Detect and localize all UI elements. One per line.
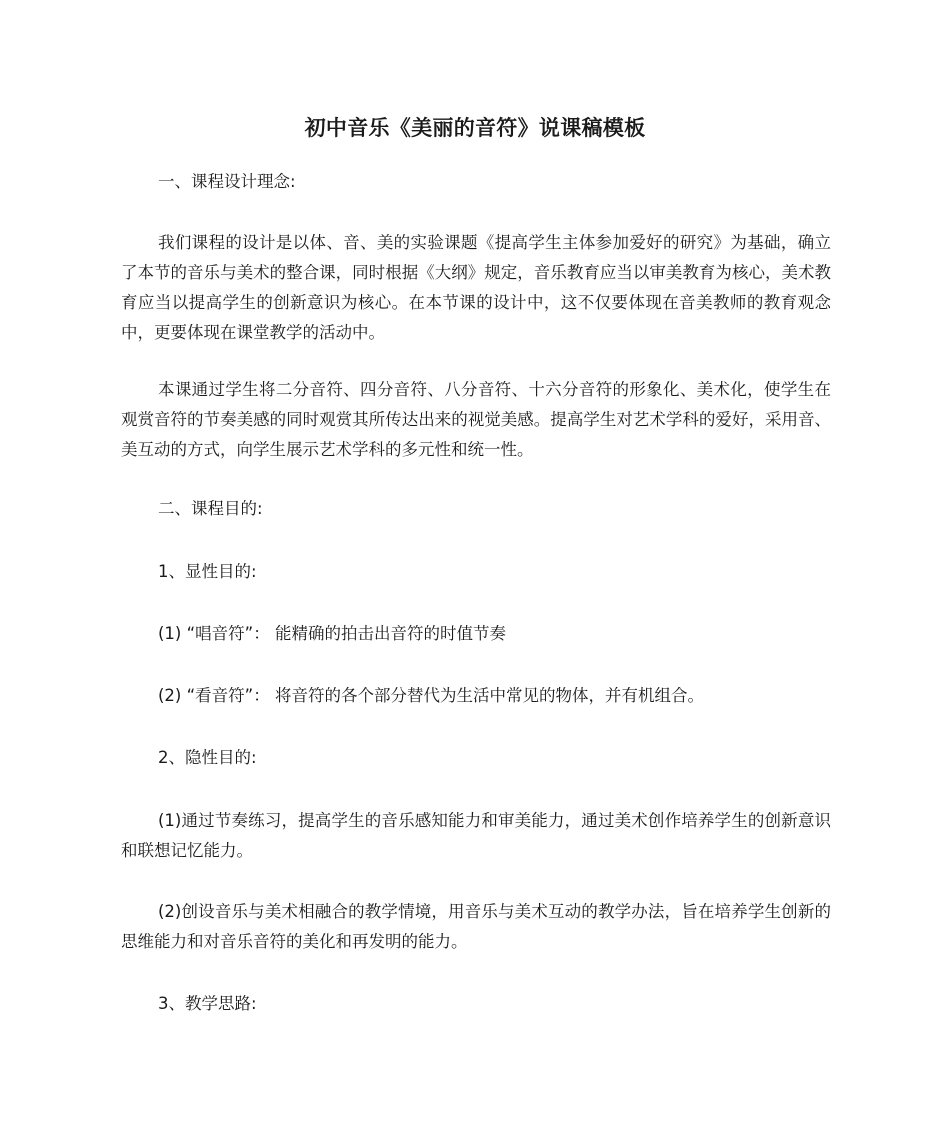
paragraph-design-basis: 我们课程的设计是以体、音、美的实验课题《提高学生主体参加爱好的研究》为基础，确立了本节的音乐与美术的整合课，同时根据《大纲》规定，音乐教育应当以审美教育为核心，美术教育应当以提高学生的创新意识为核心。在本节课的设计中，这不仅要体现在音美教师的教育观念中，更要体现在课堂教学的活动中。 bbox=[121, 233, 831, 342]
section-heading-design-concept: 一、课程设计理念: bbox=[158, 172, 296, 191]
list-item-see-notes: (2) “看音符”： 将音符的各个部分替代为生活中常见的物体，并有机组合。 bbox=[158, 686, 704, 705]
paragraph-lesson-overview: 本课通过学生将二分音符、四分音符、八分音符、十六分音符的形象化、美术化，使学生在观赏音符的节奏美感的同时观赏其所传达出来的视觉美感。提高学生对艺术学科的爱好，采用音、美互动的方式，向学生展示艺术学科的多元性和统一性。 bbox=[121, 380, 831, 459]
document-title: 初中音乐《美丽的音符》说课稿模板 bbox=[304, 116, 646, 141]
subheading-explicit-goals: 1、显性目的: bbox=[158, 562, 257, 581]
section-heading-course-goals: 二、课程目的: bbox=[158, 499, 263, 518]
list-item-sing-notes: (1) “唱音符”： 能精确的拍击出音符的时值节奏 bbox=[158, 624, 506, 643]
list-item-music-art-integration: (2)创设音乐与美术相融合的教学情境，用音乐与美术互动的教学办法，旨在培养学生创新的思维能力和对音乐音符的美化和再发明的能力。 bbox=[121, 902, 831, 951]
subheading-teaching-approach: 3、教学思路: bbox=[158, 994, 257, 1013]
list-item-rhythm-practice: (1)通过节奏练习，提高学生的音乐感知能力和审美能力，通过美术创作培养学生的创新意识和联想记忆能力。 bbox=[121, 811, 831, 860]
subheading-implicit-goals: 2、隐性目的: bbox=[158, 748, 257, 767]
